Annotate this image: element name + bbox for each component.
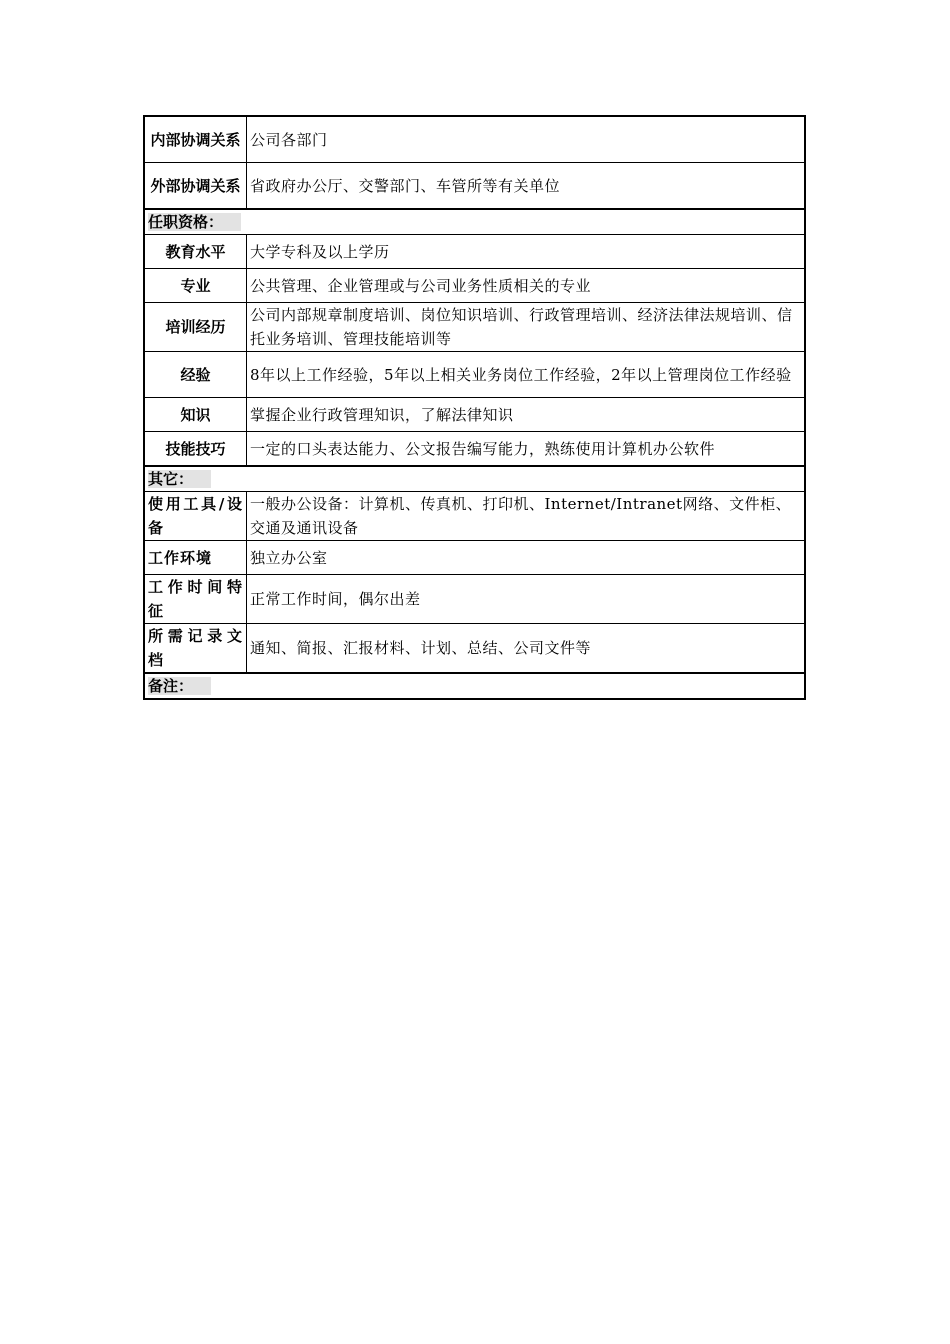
job-description-sheet xyxy=(143,115,806,700)
skills-value: 一定的口头表达能力、公文报告编写能力，熟练使用计算机办公软件 xyxy=(247,432,806,467)
remarks-heading xyxy=(144,673,805,699)
tools-label: 使用工具/设备 xyxy=(144,492,247,541)
table-row xyxy=(144,269,805,303)
table-row xyxy=(144,116,805,163)
education-value: 大学专科及以上学历 xyxy=(247,235,806,269)
external-coordination-value: 省政府办公厅、交警部门、车管所等有关单位 xyxy=(247,163,806,210)
major-label: 专业 xyxy=(144,269,247,303)
other-heading xyxy=(144,466,805,492)
environment-label: 工作环境 xyxy=(144,541,247,575)
section-row xyxy=(144,466,805,492)
experience-label: 经验 xyxy=(144,352,247,398)
internal-coordination-label: 内部协调关系 xyxy=(144,116,247,163)
remarks-heading-text: 备注： xyxy=(148,677,211,695)
table-row xyxy=(144,163,805,210)
external-coordination-label: 外部协调关系 xyxy=(144,163,247,210)
internal-coordination-value: 公司各部门 xyxy=(247,116,806,163)
section-row xyxy=(144,209,805,235)
table-row xyxy=(144,235,805,269)
table-row xyxy=(144,541,805,575)
work-time-label: 工作时间特征 xyxy=(144,575,247,624)
table-row xyxy=(144,432,805,467)
major-value: 公共管理、企业管理或与公司业务性质相关的专业 xyxy=(247,269,806,303)
table-row xyxy=(144,492,805,541)
qualifications-heading-text: 任职资格： xyxy=(148,213,241,231)
table-row xyxy=(144,624,805,674)
tools-value: 一般办公设备：计算机、传真机、打印机、Internet/Intranet网络、文件柜、交通及通讯设备 xyxy=(247,492,806,541)
work-time-value: 正常工作时间，偶尔出差 xyxy=(247,575,806,624)
records-value: 通知、简报、汇报材料、计划、总结、公司文件等 xyxy=(247,624,806,674)
section-row xyxy=(144,673,805,699)
table-row xyxy=(144,352,805,398)
job-description-table xyxy=(143,115,806,700)
table-row xyxy=(144,398,805,432)
qualifications-heading xyxy=(144,209,805,235)
knowledge-value: 掌握企业行政管理知识，了解法律知识 xyxy=(247,398,806,432)
table-row xyxy=(144,303,805,352)
other-heading-text: 其它： xyxy=(148,470,211,488)
education-label: 教育水平 xyxy=(144,235,247,269)
knowledge-label: 知识 xyxy=(144,398,247,432)
training-label: 培训经历 xyxy=(144,303,247,352)
skills-label: 技能技巧 xyxy=(144,432,247,467)
training-value: 公司内部规章制度培训、岗位知识培训、行政管理培训、经济法律法规培训、信托业务培训、管理技能培训等 xyxy=(247,303,806,352)
experience-value: 8年以上工作经验，5年以上相关业务岗位工作经验，2年以上管理岗位工作经验 xyxy=(247,352,806,398)
table-row xyxy=(144,575,805,624)
records-label: 所需记录文档 xyxy=(144,624,247,674)
environment-value: 独立办公室 xyxy=(247,541,806,575)
